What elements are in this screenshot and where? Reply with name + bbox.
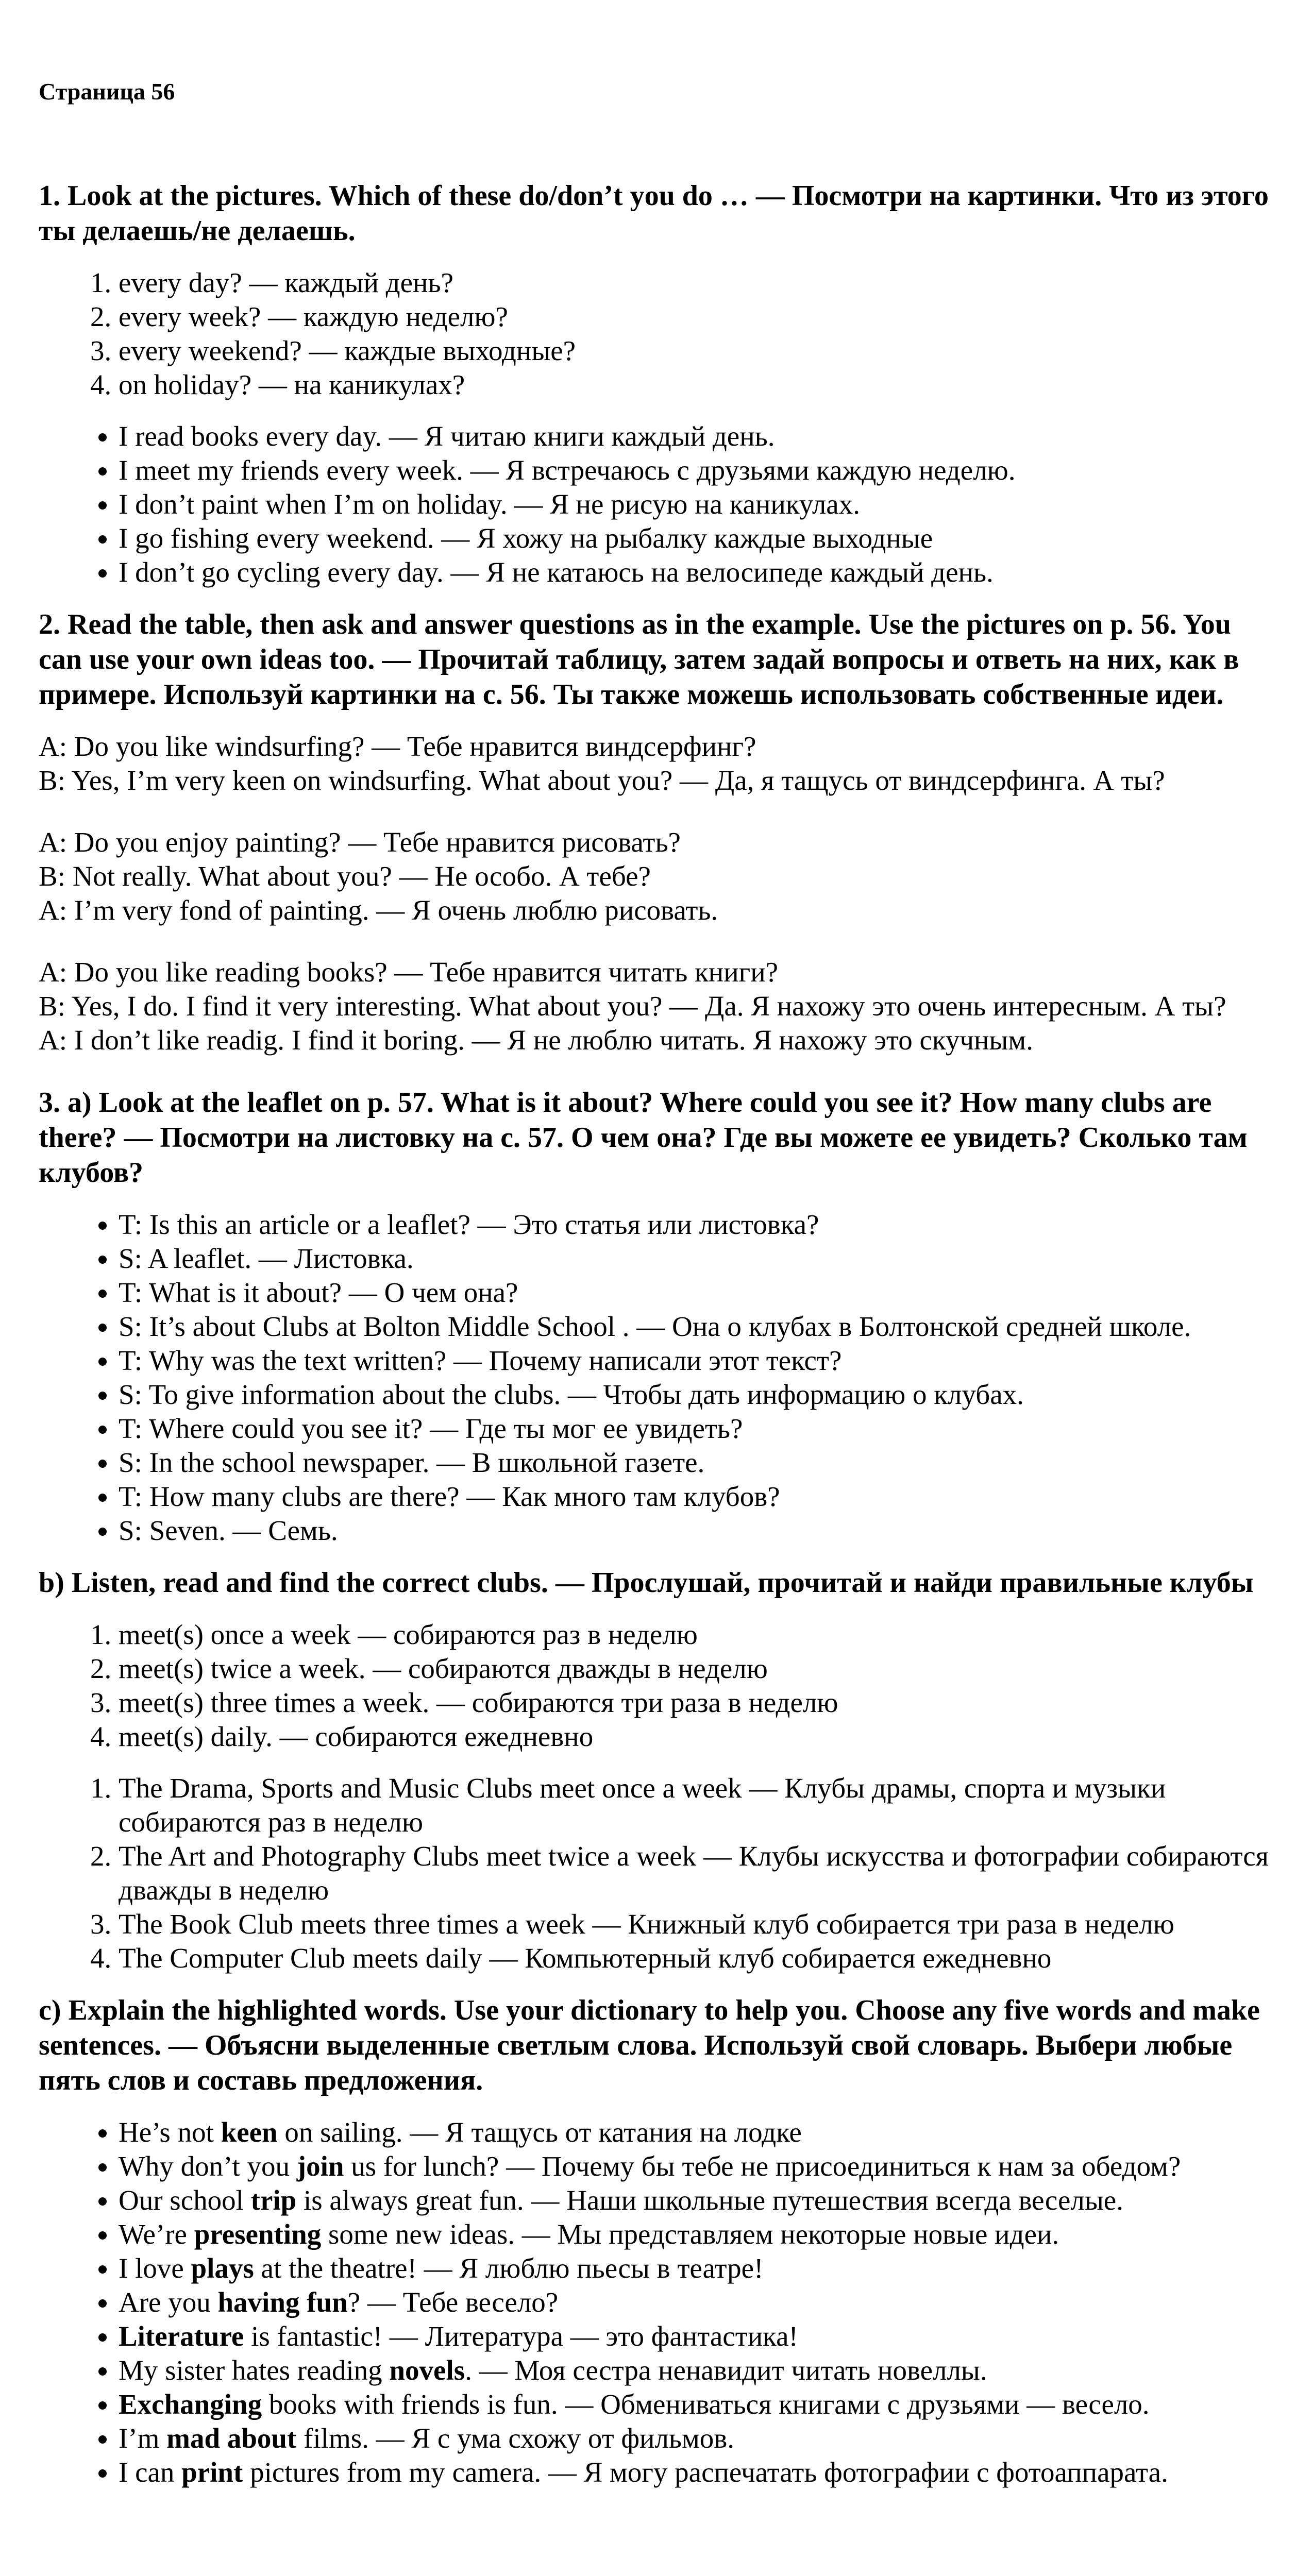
list-item: • T: How many clubs are there? — Как много там клубов? — [119, 1480, 1274, 1514]
sentence-text: Are you — [119, 2286, 218, 2318]
list-item — [119, 2251, 1274, 2285]
dialog-line: B: Yes, I do. I find it very interesting. What about you? — Да. Я нахожу это очень интересным. А ты? — [39, 990, 1226, 1022]
sentence-text: He’s not — [119, 2116, 221, 2148]
exercise-2-heading: 2. Read the table, then ask and answer questions as in the example. Use the pictures on p. 56. You can use your own ideas too. — Прочитай таблицу, затем задай вопросы и ответь на них, как в примере. Используй картинки на с. 56. Ты также можешь использовать собственные идеи. — [39, 608, 1239, 710]
list-item — [119, 2285, 1274, 2319]
dialog-3 — [39, 955, 1274, 1057]
list-item: • I meet my friends every week. — Я встречаюсь с друзьями каждую неделю. — [119, 453, 1274, 487]
list-item: • I go fishing every weekend. — Я хожу на рыбалку каждые выходные — [119, 521, 1274, 555]
list-item — [119, 2455, 1274, 2489]
list-item — [119, 2387, 1274, 2421]
list-item: 4. meet(s) daily. — собираются ежедневно — [119, 1720, 1274, 1754]
sentence-text: I can — [119, 2456, 182, 2488]
list-item: 1. meet(s) once a week — собираются раз в неделю — [119, 1618, 1274, 1652]
list-item — [119, 2217, 1274, 2251]
exercise-3c — [39, 1993, 1274, 2489]
sentence-text: films. — Я с ума схожу от фильмов. — [296, 2422, 735, 2454]
list-item — [119, 2115, 1274, 2149]
highlighted-word: plays — [191, 2252, 254, 2284]
highlighted-word: novels — [389, 2354, 465, 2386]
highlighted-word: mad about — [166, 2422, 297, 2454]
sentence-text: pictures from my camera. — Я могу распечатать фотографии с фотоаппарата. — [243, 2456, 1168, 2488]
sentence-text: I love — [119, 2252, 191, 2284]
list-item: • I don’t go cycling every day. — Я не катаюсь на велосипеде каждый день. — [119, 555, 1274, 589]
exercise-3a-bullet-list — [39, 1208, 1274, 1548]
dialog-1 — [39, 730, 1274, 798]
dialog-line: A: Do you enjoy painting? — Тебе нравится рисовать? — [39, 826, 681, 858]
exercise-3a — [39, 1085, 1274, 1548]
list-item: • T: Is this an article or a leaflet? — Это статья или листовка? — [119, 1208, 1274, 1242]
list-item: • S: It’s about Clubs at Bolton Middle School . — Она о клубах в Болтонской средней школе. — [119, 1310, 1274, 1344]
exercise-3b-frequency-list — [39, 1618, 1274, 1754]
highlighted-word: Exchanging — [119, 2388, 262, 2420]
dialog-line: B: Yes, I’m very keen on windsurfing. What about you? — Да, я тащусь от виндсерфинга. А ты? — [39, 765, 1165, 796]
exercise-1-bullet-list — [39, 419, 1274, 589]
sentence-text: My sister hates reading — [119, 2354, 390, 2386]
sentence-text: us for lunch? — Почему бы тебе не присоединиться к нам за обедом? — [344, 2150, 1181, 2182]
sentence-text: We’re — [119, 2218, 194, 2250]
list-item: 2. The Art and Photography Clubs meet twice a week — Клубы искусства и фотографии собираются дважды в неделю — [119, 1839, 1274, 1907]
sentence-text: I’m — [119, 2422, 167, 2454]
list-item: 4. on holiday? — на каникулах? — [119, 368, 1274, 402]
list-item: • S: Seven. — Семь. — [119, 1514, 1274, 1548]
list-item: • S: A leaflet. — Листовка. — [119, 1242, 1274, 1276]
sentence-text: on sailing. — Я тащусь от катания на лодке — [277, 2116, 802, 2148]
dialog-2 — [39, 825, 1274, 927]
highlighted-word: Literature — [119, 2320, 244, 2352]
list-item — [119, 2319, 1274, 2353]
list-item: • T: What is it about? — О чем она? — [119, 1276, 1274, 1310]
dialog-line: B: Not really. What about you? — Не особо. А тебе? — [39, 860, 651, 892]
list-item: • S: In the school newspaper. — В школьной газете. — [119, 1446, 1274, 1480]
sentence-text: at the theatre! — Я люблю пьесы в театре! — [254, 2252, 764, 2284]
sentence-text: is fantastic! — Литература — это фантастика! — [244, 2320, 798, 2352]
dialog-line: A: I’m very fond of painting. — Я очень люблю рисовать. — [39, 894, 718, 926]
sentence-text: . — Моя сестра ненавидит читать новеллы. — [465, 2354, 987, 2386]
exercise-1-numbered-list — [39, 266, 1274, 402]
list-item — [119, 2183, 1274, 2217]
highlighted-word: print — [181, 2456, 243, 2488]
list-item: • T: Why was the text written? — Почему написали этот текст? — [119, 1344, 1274, 1378]
sentence-text: ? — Тебе весело? — [347, 2286, 559, 2318]
sentence-text: Our school — [119, 2184, 251, 2216]
sentence-text: is always great fun. — Наши школьные путешествия всегда веселые. — [296, 2184, 1123, 2216]
list-item: 1. The Drama, Sports and Music Clubs meet once a week — Клубы драмы, спорта и музыки собираются раз в неделю — [119, 1771, 1274, 1839]
exercise-3b — [39, 1565, 1274, 1975]
list-item: • T: Where could you see it? — Где ты мог ее увидеть? — [119, 1412, 1274, 1446]
list-item: 4. The Computer Club meets daily — Компьютерный клуб собирается ежедневно — [119, 1941, 1274, 1975]
sentence-text: some new ideas. — Мы представляем некоторые новые идеи. — [321, 2218, 1059, 2250]
list-item — [119, 2421, 1274, 2455]
dialog-line: A: I don’t like readig. I find it boring. — Я не люблю читать. Я нахожу это скучным. — [39, 1024, 1033, 1056]
exercise-1 — [39, 178, 1274, 589]
exercise-3a-heading: 3. a) Look at the leaflet on p. 57. What is it about? Where could you see it? How many clubs are there? — Посмотри на листовку на с. 57. О чем она? Где вы можете ее увидеть? Сколько там клубов? — [39, 1087, 1248, 1189]
highlighted-word: presenting — [194, 2218, 322, 2250]
sentence-text: books with friends is fun. — Обмениваться книгами с друзьями — весело. — [262, 2388, 1150, 2420]
exercise-2 — [39, 607, 1274, 1057]
list-item: 1. every day? — каждый день? — [119, 266, 1274, 300]
list-item: • I don’t paint when I’m on holiday. — Я не рисую на каникулах. — [119, 487, 1274, 521]
list-item — [119, 2353, 1274, 2387]
list-item: 3. meet(s) three times a week. — собираются три раза в неделю — [119, 1686, 1274, 1720]
exercise-3b-clubs-list — [39, 1771, 1274, 1975]
highlighted-word: keen — [221, 2116, 278, 2148]
exercise-3c-heading: c) Explain the highlighted words. Use your dictionary to help you. Choose any five words and make sentences. — Объясни выделенные светлым слова. Используй свой словарь. Выбери любые пять слов и составь предложения. — [39, 1994, 1260, 2096]
dialog-line: A: Do you like reading books? — Тебе нравится читать книги? — [39, 956, 779, 988]
list-item: • I read books every day. — Я читаю книги каждый день. — [119, 419, 1274, 453]
list-item: 3. The Book Club meets three times a week — Книжный клуб собирается три раза в неделю — [119, 1907, 1274, 1941]
sentence-text: Why don’t you — [119, 2150, 297, 2182]
exercise-3b-heading: b) Listen, read and find the correct clubs. — Прослушай, прочитай и найди правильные клубы — [39, 1567, 1254, 1599]
highlighted-word: trip — [250, 2184, 297, 2216]
dialog-line: A: Do you like windsurfing? — Тебе нравится виндсерфинг? — [39, 731, 756, 762]
exercise-1-heading: 1. Look at the pictures. Which of these do/don’t you do … — Посмотри на картинки. Что из этого ты делаешь/не делаешь. — [39, 180, 1269, 247]
list-item: 2. every week? — каждую неделю? — [119, 300, 1274, 334]
list-item: 3. every weekend? — каждые выходные? — [119, 334, 1274, 368]
highlighted-word: having fun — [217, 2286, 348, 2318]
list-item: 2. meet(s) twice a week. — собираются дважды в неделю — [119, 1652, 1274, 1686]
highlighted-word: join — [296, 2150, 344, 2182]
page-title: Страница 56 — [39, 78, 175, 105]
list-item — [119, 2149, 1274, 2183]
exercise-3c-bullet-list — [39, 2115, 1274, 2489]
list-item: • S: To give information about the clubs. — Чтобы дать информацию о клубах. — [119, 1378, 1274, 1412]
